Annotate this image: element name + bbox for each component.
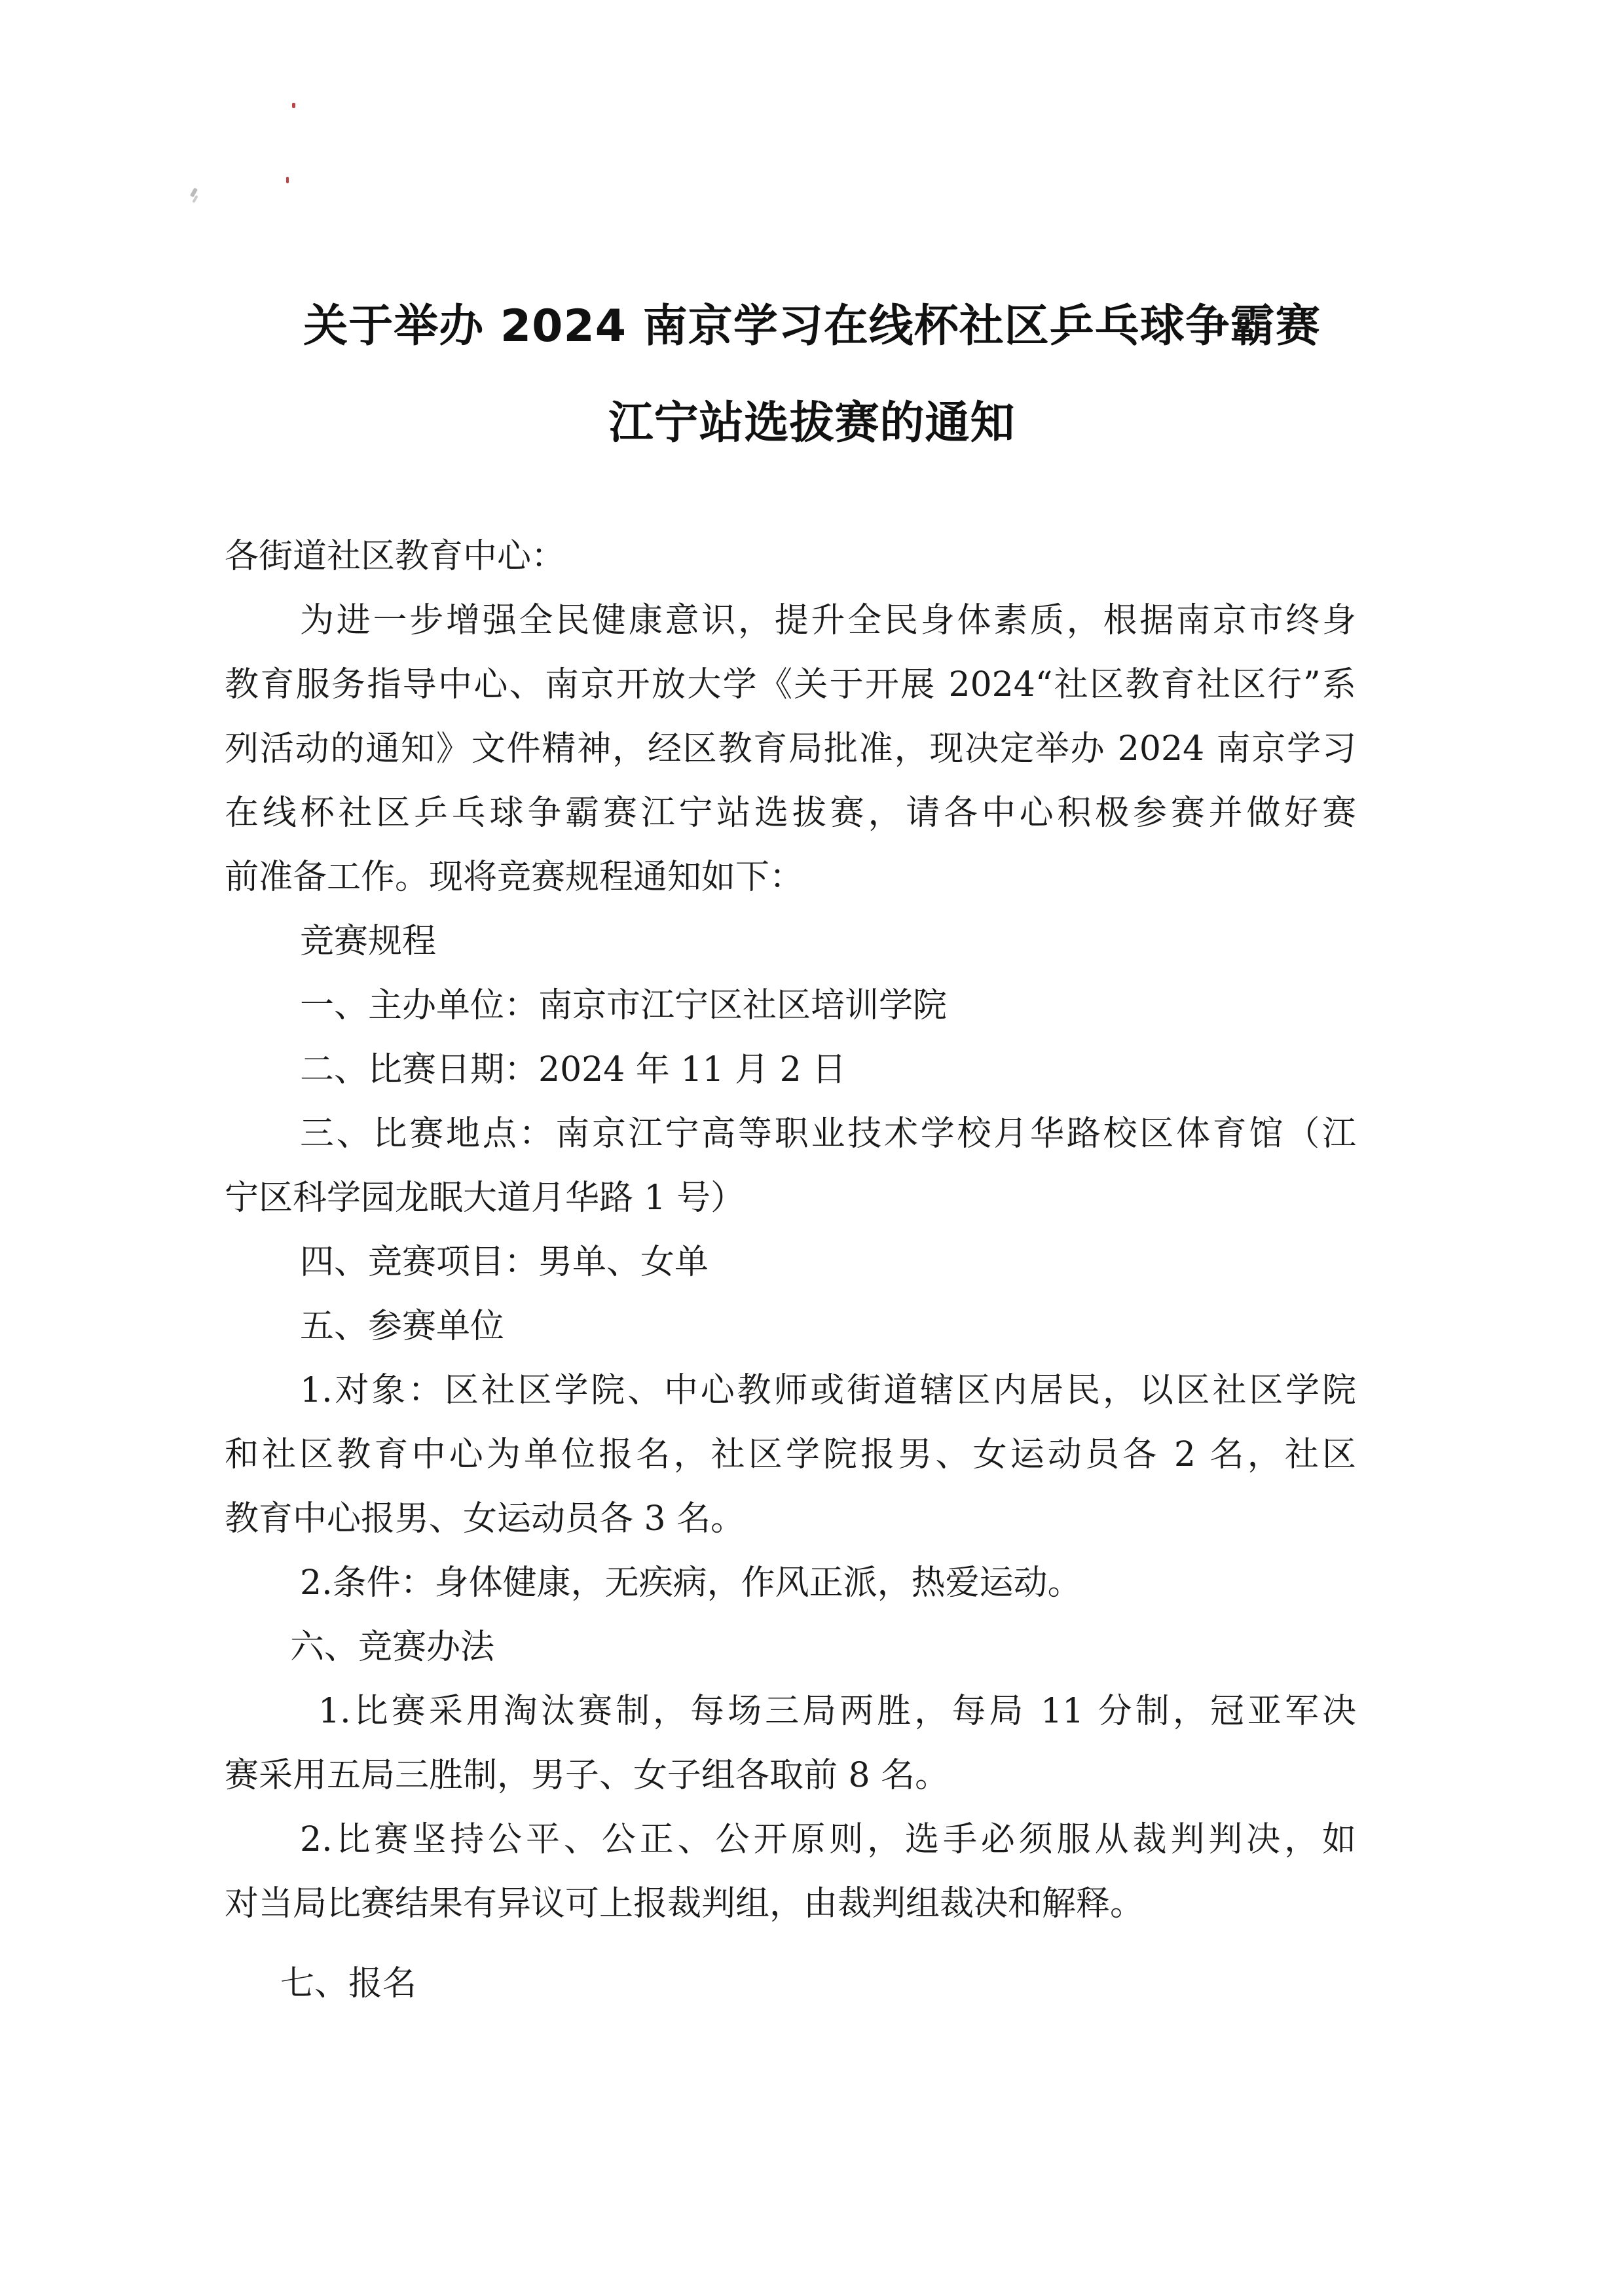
intro-line-3: 列活动的通知》文件精神，经区教育局批准，现决定举办 2024 南京学习 bbox=[225, 729, 1356, 769]
section-participants-heading: 五、参赛单位 bbox=[300, 1307, 505, 1346]
intro-line-2: 教育服务指导中心、南京开放大学《关于开展 2024“社区教育社区行”系 bbox=[225, 665, 1356, 704]
participants-item-2: 2.条件：身体健康，无疾病，作风正派，热爱运动。 bbox=[300, 1563, 1082, 1603]
section-date: 二、比赛日期：2024 年 11 月 2 日 bbox=[300, 1050, 847, 1089]
section-registration-heading: 七、报名 bbox=[280, 1964, 417, 2003]
section-organizer: 一、主办单位：南京市江宁区社区培训学院 bbox=[300, 986, 948, 1025]
scan-artifact bbox=[292, 103, 295, 108]
section-method-heading: 六、竞赛办法 bbox=[290, 1628, 495, 1667]
method-item-2-line-2: 对当局比赛结果有异议可上报裁判组，由裁判组裁决和解释。 bbox=[225, 1884, 1145, 1923]
method-item-1-line-2: 赛采用五局三胜制，男子、女子组各取前 8 名。 bbox=[225, 1756, 950, 1795]
document-title-line-2: 江宁站选拔赛的通知 bbox=[608, 397, 1016, 449]
document-title-line-1: 关于举办 2024 南京学习在线杯社区乒乓球争霸赛 bbox=[303, 301, 1321, 352]
salutation: 各街道社区教育中心： bbox=[225, 537, 566, 576]
participants-item-1-line-3: 教育中心报男、女运动员各 3 名。 bbox=[225, 1499, 745, 1539]
intro-line-5: 前准备工作。现将竞赛规程通知如下： bbox=[225, 858, 804, 897]
section-events: 四、竞赛项目：男单、女单 bbox=[300, 1243, 709, 1282]
rules-heading: 竞赛规程 bbox=[300, 922, 437, 961]
scan-artifact bbox=[286, 177, 289, 183]
section-venue-line-2: 宁区科学园龙眠大道月华路 1 号） bbox=[225, 1178, 745, 1218]
method-item-1-line-1: 1.比赛采用淘汰赛制，每场三局两胜，每局 11 分制，冠亚军决 bbox=[318, 1692, 1356, 1731]
participants-item-1-line-1: 1.对象：区社区学院、中心教师或街道辖区内居民，以区社区学院 bbox=[300, 1371, 1356, 1410]
intro-line-4: 在线杯社区乒乓球争霸赛江宁站选拔赛，请各中心积极参赛并做好赛 bbox=[225, 793, 1356, 833]
method-item-2-line-1: 2.比赛坚持公平、公正、公开原则，选手必须服从裁判判决，如 bbox=[300, 1820, 1356, 1859]
section-venue-line-1: 三、比赛地点：南京江宁高等职业技术学校月华路校区体育馆（江 bbox=[300, 1114, 1356, 1154]
participants-item-1-line-2: 和社区教育中心为单位报名，社区学院报男、女运动员各 2 名，社区 bbox=[225, 1435, 1356, 1474]
intro-line-1: 为进一步增强全民健康意识，提升全民身体素质，根据南京市终身 bbox=[300, 601, 1356, 640]
